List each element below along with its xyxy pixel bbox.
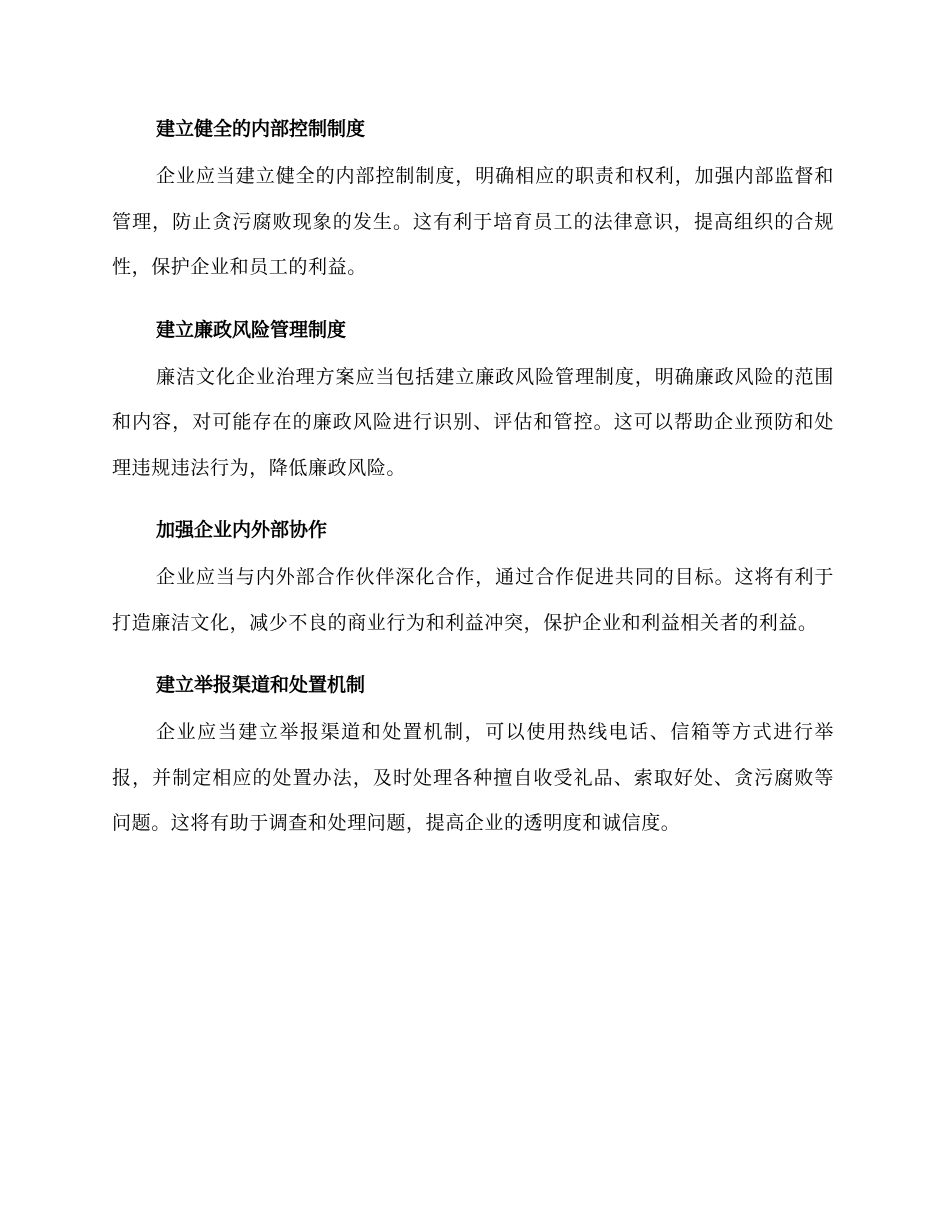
section-paragraph: 企业应当与内外部合作伙伴深化合作，通过合作促进共同的目标。这将有利于打造廉洁文化，减少不良的商业行为和利益冲突，保护企业和利益相关者的利益。 [112, 566, 834, 634]
document-body [112, 108, 834, 865]
section-internal-control [112, 108, 834, 291]
section-reporting-channel [112, 664, 834, 847]
section-integrity-risk [112, 309, 834, 492]
section-paragraph: 廉洁文化企业治理方案应当包括建立廉政风险管理制度，明确廉政风险的范围和内容，对可能存在的廉政风险进行识别、评估和管控。这可以帮助企业预防和处理违规违法行为，降低廉政风险。 [112, 365, 834, 479]
section-paragraph: 企业应当建立举报渠道和处置机制，可以使用热线电话、信箱等方式进行举报，并制定相应的处置办法，及时处理各种擅自收受礼品、索取好处、贪污腐败等问题。这将有助于调查和处理问题，提高企业的透明度和诚信度。 [112, 721, 834, 834]
section-heading: 建立举报渠道和处置机制 [156, 674, 366, 696]
section-collaboration [112, 509, 834, 646]
section-heading: 建立廉政风险管理制度 [156, 318, 347, 341]
section-heading: 加强企业内外部协作 [156, 519, 328, 541]
section-paragraph: 企业应当建立健全的内部控制制度，明确相应的职责和权利，加强内部监督和管理，防止贪污腐败现象的发生。这有利于培育员工的法律意识，提高组织的合规性，保护企业和员工的利益。 [112, 165, 834, 278]
section-heading: 建立健全的内部控制制度 [156, 118, 366, 140]
